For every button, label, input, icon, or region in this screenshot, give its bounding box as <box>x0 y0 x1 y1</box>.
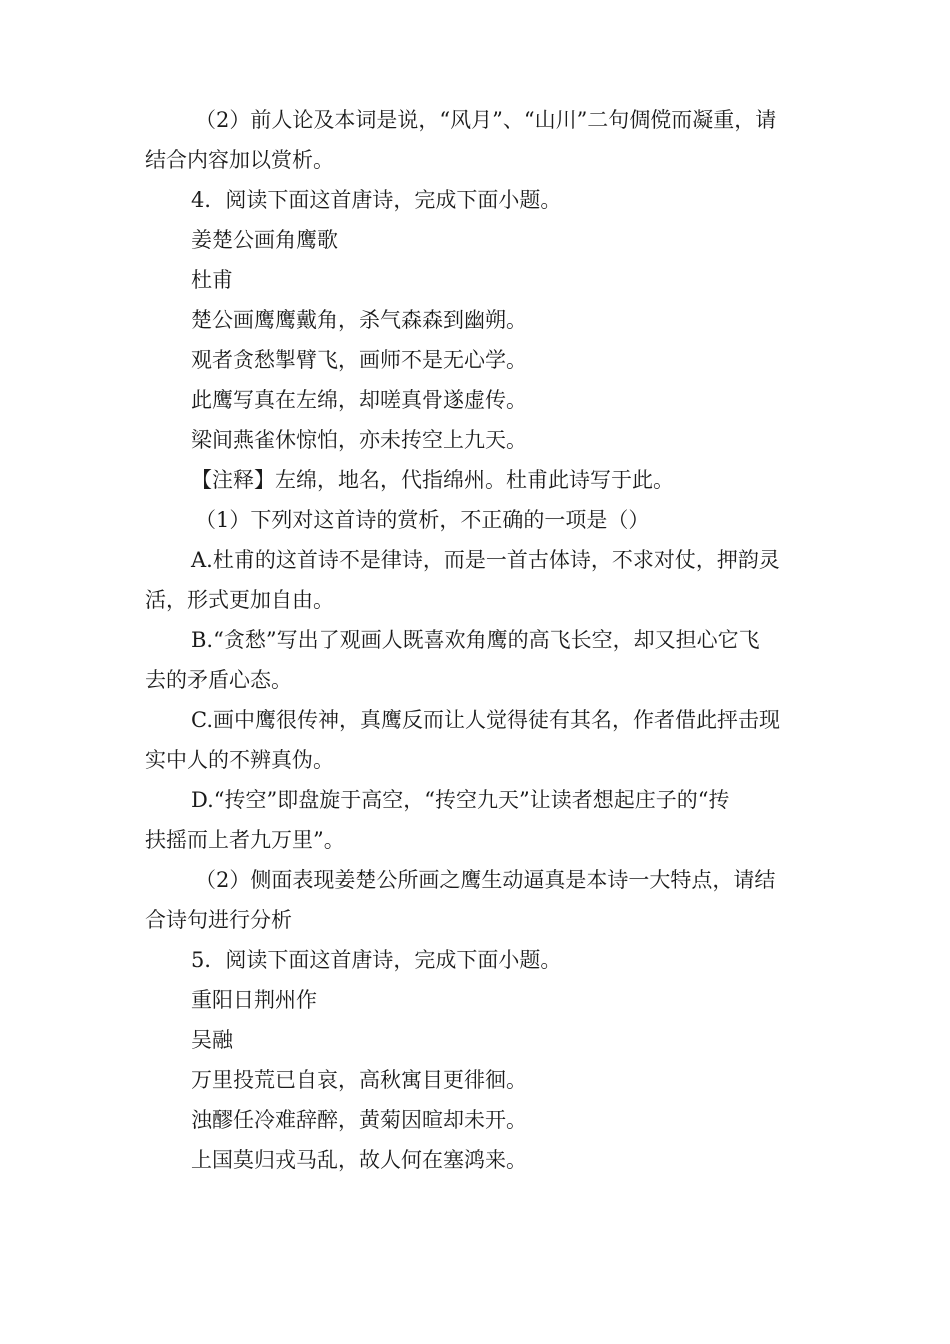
option-c-line-1: C.画中鹰很传神，真鹰反而让人觉得徒有其名，作者借此抨击现 <box>191 708 780 732</box>
option-c-line-2: 实中人的不辨真伪。 <box>145 748 334 772</box>
poem-1-verse-4: 梁间燕雀休惊怕，亦未抟空上九天。 <box>191 428 527 452</box>
poem-2-author: 吴融 <box>191 1028 233 1052</box>
option-d-line-2: 扶摇而上者九万里”。 <box>145 828 345 852</box>
question-4-heading: 4．阅读下面这首唐诗，完成下面小题。 <box>191 188 562 212</box>
option-d-line-1: D.“抟空”即盘旋于高空，“抟空九天”让读者想起庄子的“抟 <box>191 788 730 812</box>
question-4-1-prompt: （1）下列对这首诗的赏析，不正确的一项是（） <box>195 508 650 532</box>
question-3-2-line-2: 结合内容加以赏析。 <box>145 148 334 172</box>
poem-1-annotation: 【注释】左绵，地名，代指绵州。杜甫此诗写于此。 <box>191 468 674 492</box>
question-4-2-line-1: （2）侧面表现姜楚公所画之鹰生动逼真是本诗一大特点，请结 <box>195 868 776 892</box>
option-b-line-1: B.“贪愁”写出了观画人既喜欢角鹰的高飞长空，却又担心它飞 <box>191 628 760 652</box>
option-a-line-1: A.杜甫的这首诗不是律诗，而是一首古体诗，不求对仗，押韵灵 <box>191 548 780 572</box>
question-3-2-line-1: （2）前人论及本词是说，“风月”、“山川”二句倜傥而凝重，请 <box>195 108 777 132</box>
poem-2-verse-3: 上国莫归戎马乱，故人何在塞鸿来。 <box>191 1148 527 1172</box>
poem-1-author: 杜甫 <box>191 268 233 292</box>
question-5-heading: 5．阅读下面这首唐诗，完成下面小题。 <box>191 948 562 972</box>
poem-1-verse-2: 观者贪愁掣臂飞，画师不是无心学。 <box>191 348 527 372</box>
poem-1-verse-1: 楚公画鹰鹰戴角，杀气森森到幽朔。 <box>191 308 527 332</box>
poem-2-verse-2: 浊醪任冷难辞醉，黄菊因暄却未开。 <box>191 1108 527 1132</box>
poem-2-title: 重阳日荆州作 <box>191 988 317 1012</box>
poem-2-verse-1: 万里投荒已自哀，高秋寓目更徘徊。 <box>191 1068 527 1092</box>
poem-1-title: 姜楚公画角鹰歌 <box>191 228 338 252</box>
document-page <box>145 100 817 1180</box>
option-b-line-2: 去的矛盾心态。 <box>145 668 292 692</box>
question-4-2-line-2: 合诗句进行分析 <box>145 908 292 932</box>
poem-1-verse-3: 此鹰写真在左绵，却嗟真骨遂虚传。 <box>191 388 527 412</box>
option-a-line-2: 活，形式更加自由。 <box>145 588 334 612</box>
